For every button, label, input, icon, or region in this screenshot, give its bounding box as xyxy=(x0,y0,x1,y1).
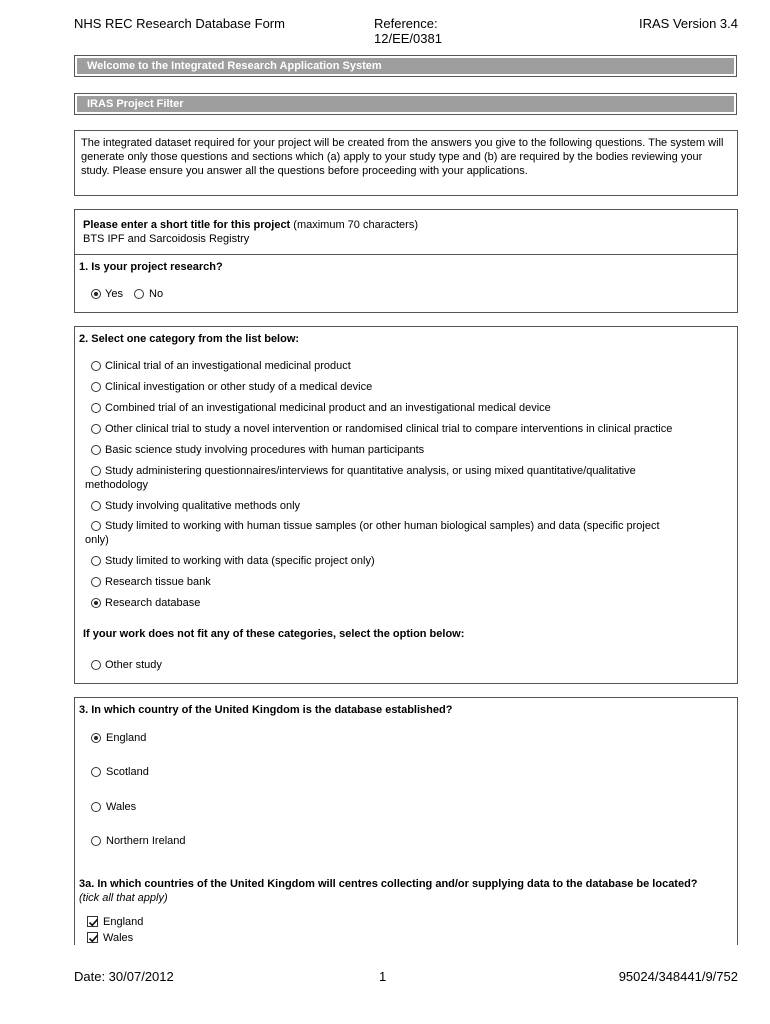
q2-option-label: Study administering questionnaires/interviews for quantitative analysis, or using mixed quantitative/qualitative xyxy=(105,465,636,477)
q2-option-label: Combined trial of an investigational medicinal product and an investigational medical device xyxy=(105,402,551,414)
welcome-banner-text: Welcome to the Integrated Research Application System xyxy=(77,58,734,74)
intro-text: The integrated dataset required for your project will be created from the answers you give to the following questions. The system will generate only those questions and sections which (a) apply to your study type and (b) are required by the bodies reviewing your study. Please ensure you answer all the questions before proceeding with your applications. xyxy=(81,137,724,177)
q2-option-label-cont: methodology xyxy=(85,479,148,491)
reference-label: Reference: xyxy=(374,16,438,31)
q1-yes-label: Yes xyxy=(105,288,123,300)
q3-option-radio[interactable] xyxy=(91,802,101,812)
q2-option-label: Other clinical trial to study a novel intervention or randomised clinical trial to compare interventions in clinical practice xyxy=(105,423,673,435)
q3-option-label: Wales xyxy=(106,801,137,813)
q2-option-label: Clinical trial of an investigational medicinal product xyxy=(105,360,351,372)
q2-option-radio[interactable] xyxy=(91,577,101,587)
q2-other-label: Other study xyxy=(105,659,162,671)
welcome-banner xyxy=(74,55,737,77)
short-title-value[interactable]: BTS IPF and Sarcoidosis Registry xyxy=(83,233,250,245)
footer-code: 95024/348441/9/752 xyxy=(618,969,738,984)
short-title-box xyxy=(74,209,738,313)
q2-option-label: Study limited to working with human tissue samples (or other human biological samples) and data (specific project xyxy=(105,520,660,532)
q2-other-radio[interactable] xyxy=(91,660,101,670)
short-title-label xyxy=(83,218,418,232)
checkmark-icon xyxy=(88,917,99,928)
q3-box xyxy=(74,697,738,945)
q2-option-radio[interactable] xyxy=(91,466,101,476)
q3a-label: 3a. In which countries of the United Kingdom will centres collecting and/or supplying data to the database be located? xyxy=(79,878,698,890)
project-filter-banner xyxy=(74,93,737,115)
q2-box xyxy=(74,326,738,684)
q2-option-label: Research tissue bank xyxy=(105,576,211,588)
q1-yes-radio[interactable] xyxy=(91,289,101,299)
q3-option-label: Scotland xyxy=(106,766,149,778)
q2-option-radio[interactable] xyxy=(91,598,101,608)
short-title-label-bold: Please enter a short title for this project xyxy=(83,219,291,231)
q1-label: 1. Is your project research? xyxy=(79,261,223,273)
q2-other-prompt: If your work does not fit any of these categories, select the option below: xyxy=(83,628,465,640)
q2-option-radio[interactable] xyxy=(91,403,101,413)
q2-option-label: Research database xyxy=(105,597,201,609)
q2-option-radio[interactable] xyxy=(91,445,101,455)
footer-page-number: 1 xyxy=(379,969,387,984)
form-title: NHS REC Research Database Form xyxy=(74,16,285,31)
q3-label: 3. In which country of the United Kingdom is the database established? xyxy=(79,704,453,716)
q2-option-label: Study limited to working with data (specific project only) xyxy=(105,555,375,567)
q2-option-label: Basic science study involving procedures with human participants xyxy=(105,444,425,456)
intro-box xyxy=(74,130,738,196)
q2-option-radio[interactable] xyxy=(91,556,101,566)
q2-label: 2. Select one category from the list below: xyxy=(79,333,300,345)
q3a-wales-label: Wales xyxy=(103,932,134,944)
q2-option-radio[interactable] xyxy=(91,361,101,371)
q1-no-radio[interactable] xyxy=(134,289,144,299)
q2-option-radio[interactable] xyxy=(91,521,101,531)
short-title-label-note: (maximum 70 characters) xyxy=(290,219,418,231)
q3a-wales-checkbox[interactable] xyxy=(87,932,98,943)
q2-option-radio[interactable] xyxy=(91,501,101,511)
footer-date: Date: 30/07/2012 xyxy=(74,969,174,984)
q3-option-label: England xyxy=(106,732,147,744)
project-filter-banner-text: IRAS Project Filter xyxy=(77,96,734,112)
reference-value: 12/EE/0381 xyxy=(374,31,442,46)
q2-option-label-cont: only) xyxy=(85,534,109,546)
q3-option-radio[interactable] xyxy=(91,767,101,777)
q3-option-radio[interactable] xyxy=(91,733,101,743)
q3-option-radio[interactable] xyxy=(91,836,101,846)
q2-option-radio[interactable] xyxy=(91,382,101,392)
section-divider xyxy=(75,254,737,255)
q3a-england-checkbox[interactable] xyxy=(87,916,98,927)
q3-option-label: Northern Ireland xyxy=(106,835,186,847)
q2-option-label: Clinical investigation or other study of a medical device xyxy=(105,381,373,393)
q1-no-label: No xyxy=(149,288,164,300)
iras-version: IRAS Version 3.4 xyxy=(639,16,738,31)
q3a-hint: (tick all that apply) xyxy=(79,892,168,904)
q2-option-label: Study involving qualitative methods only xyxy=(105,500,301,512)
q2-option-radio[interactable] xyxy=(91,424,101,434)
checkmark-icon xyxy=(88,933,99,944)
q3a-england-label: England xyxy=(103,916,144,928)
